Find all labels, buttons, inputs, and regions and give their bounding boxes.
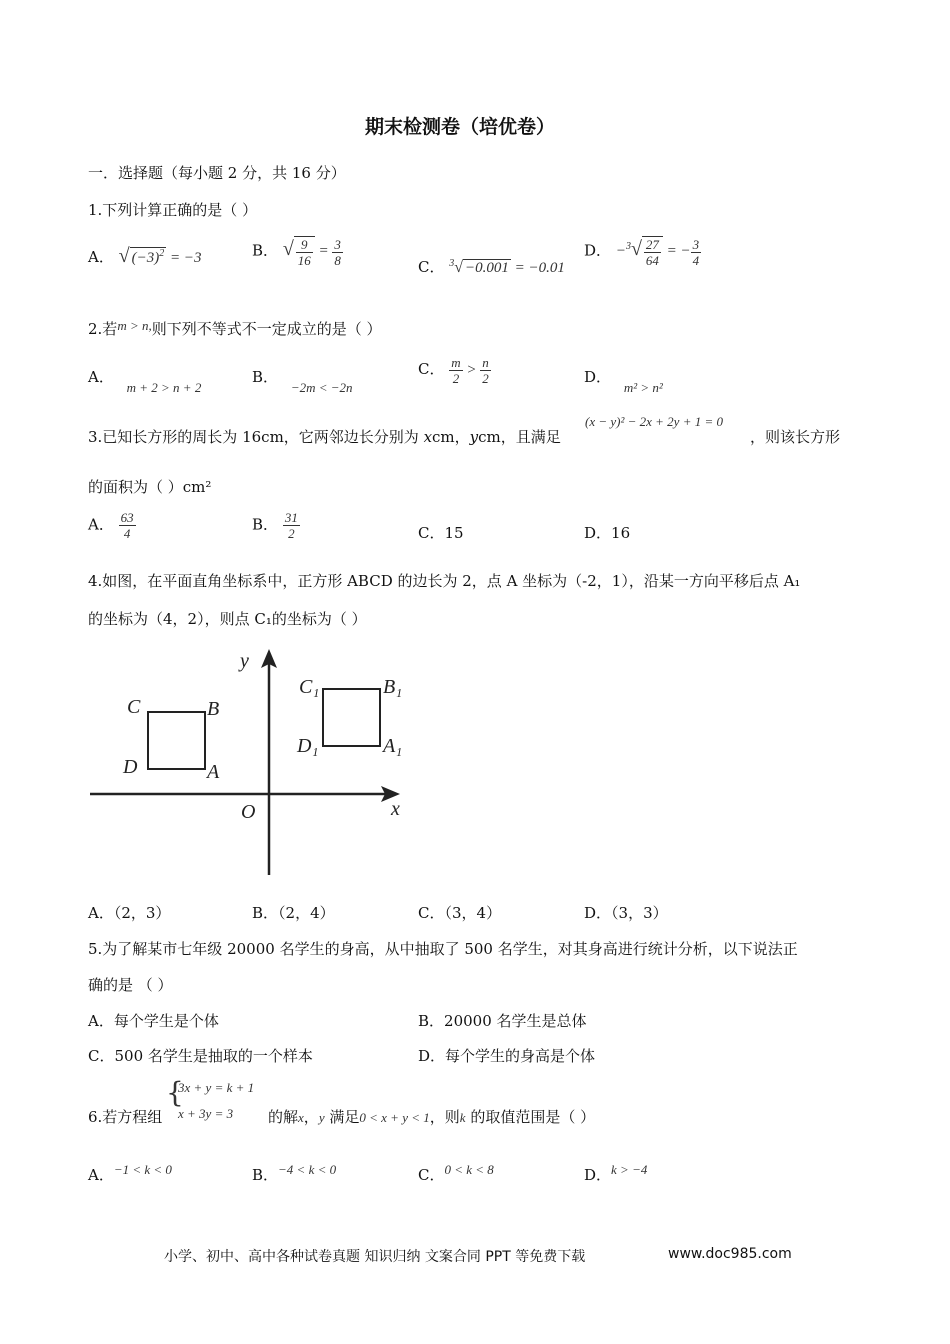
q4-option-b: B．（2，4） (252, 904, 335, 922)
question-3-stem-line1: 3.已知长方形的周长为 16cm，它两邻边长分别为 xcm，ycm，且满足 (88, 428, 561, 446)
q3-option-b: B． $\frac{31}{2}$ (252, 510, 298, 541)
q2-option-a: A． m + 2 > n + 2 (88, 368, 202, 395)
x-axis-label: x (391, 798, 400, 820)
page-title: 期末检测卷（培优卷） (365, 116, 556, 138)
point-b1-label: B₁ (383, 676, 403, 698)
q6-option-d: D．k > −4 (584, 1162, 648, 1184)
point-b-label: B (207, 698, 220, 720)
q5-option-a: A．每个学生是个体 (88, 1012, 219, 1030)
q1-option-c: C． $^3$√ −0.001 = −0.01 (418, 258, 565, 276)
q2-option-c: C． $\frac{m}{2}$ > $\frac{n}{2}$ (418, 355, 489, 386)
square-a1b1c1d1 (323, 689, 380, 746)
question-4-stem-line1: 4.如图，在平面直角坐标系中，正方形 ABCD 的边长为 2，点 A 坐标为（-2，1），沿某一方向平移后点 A₁ (88, 572, 801, 590)
option-label: C． (418, 258, 445, 276)
q1-option-a: A． √ $(-3)^2 = -3$ (88, 245, 202, 267)
footer-link[interactable]: www.doc985.com (668, 1246, 792, 1262)
q3-option-a: A． $\frac{63}{4}$ (88, 510, 134, 541)
y-axis-label: y (240, 650, 249, 672)
option-label: D． (584, 241, 612, 260)
question-3-stem-line2: 的面积为（ ）cm² (88, 478, 212, 496)
q3-option-c: C．15 (418, 524, 464, 542)
q3-option-d: D．16 (584, 524, 631, 542)
q4-option-a: A．（2，3） (88, 904, 171, 922)
point-d-label: D (123, 756, 138, 778)
option-label: A． (88, 248, 114, 266)
section-heading: 一．选择题（每小题 2 分，共 16 分） (88, 164, 346, 182)
question-1-stem: 1.下列计算正确的是（ ） (88, 201, 258, 219)
point-a-label: A (207, 761, 220, 783)
question-2-stem: 2.若m > n,则下列不等式不一定成立的是（ ） (88, 318, 382, 338)
system-brace: { (166, 1076, 184, 1109)
q5-option-c: C．500 名学生是抽取的一个样本 (88, 1047, 313, 1065)
radicand: $(-3)^2$ (131, 248, 165, 266)
q6-option-b: B．−4 < k < 0 (252, 1162, 337, 1184)
question-5-stem-line2: 确的是 （ ） (88, 976, 173, 994)
footer-text: 小学、初中、高中各种试卷真题 知识归纳 文案合同 PPT 等免费下载 (164, 1249, 586, 1265)
point-d1-label: D₁ (297, 735, 319, 757)
option-label: B． (252, 241, 279, 260)
q5-option-d: D．每个学生的身高是个体 (418, 1047, 596, 1065)
question-6-stem-rest: 的解x，y 满足0 < x + y < 1，则k 的取值范围是（ ） (268, 1108, 596, 1126)
q4-option-c: C．（3，4） (418, 904, 502, 922)
question-4-stem-line2: 的坐标为（4，2），则点 C₁的坐标为（ ） (88, 610, 367, 628)
coordinate-figure (85, 645, 415, 880)
question-6-stem-pre: 6.若方程组 (88, 1108, 163, 1126)
question-3-stem-line1-end: ，则该长方形 (750, 428, 841, 446)
question-5-stem-line1: 5.为了解某市七年级 20000 名学生的身高，从中抽取了 500 名学生，对其身高进行统计分析，以下说法正 (88, 940, 798, 958)
point-c1-label: C₁ (299, 676, 320, 698)
point-c-label: C (127, 696, 141, 718)
question-3-equation: (x − y)² − 2x + 2y + 1 = 0 (585, 414, 723, 429)
q5-option-b: B．20000 名学生是总体 (418, 1012, 587, 1030)
q2-option-b: B． −2m < −2n (252, 368, 353, 395)
rhs: = −3 (169, 250, 202, 266)
square-abcd (148, 712, 205, 769)
origin-label: O (241, 801, 256, 823)
q1-option-b: B． √ $\frac{9}{16}$ = $\frac{3}{8}$ (252, 236, 341, 268)
q6-option-c: C．0 < k < 8 (418, 1162, 494, 1184)
q4-option-d: D．（3，3） (584, 904, 668, 922)
point-a1-label: A₁ (383, 735, 403, 757)
q2-option-d: D． m² > n² (584, 368, 663, 395)
system-eq2: x + 3y = 3 (178, 1106, 234, 1121)
system-eq1: 3x + y = k + 1 (178, 1080, 255, 1095)
q6-option-a: A．−1 < k < 0 (88, 1162, 172, 1184)
q1-option-d: D． −$^3$√ $\frac{27}{64}$ = − $\frac{3}{4}$ (584, 236, 700, 268)
